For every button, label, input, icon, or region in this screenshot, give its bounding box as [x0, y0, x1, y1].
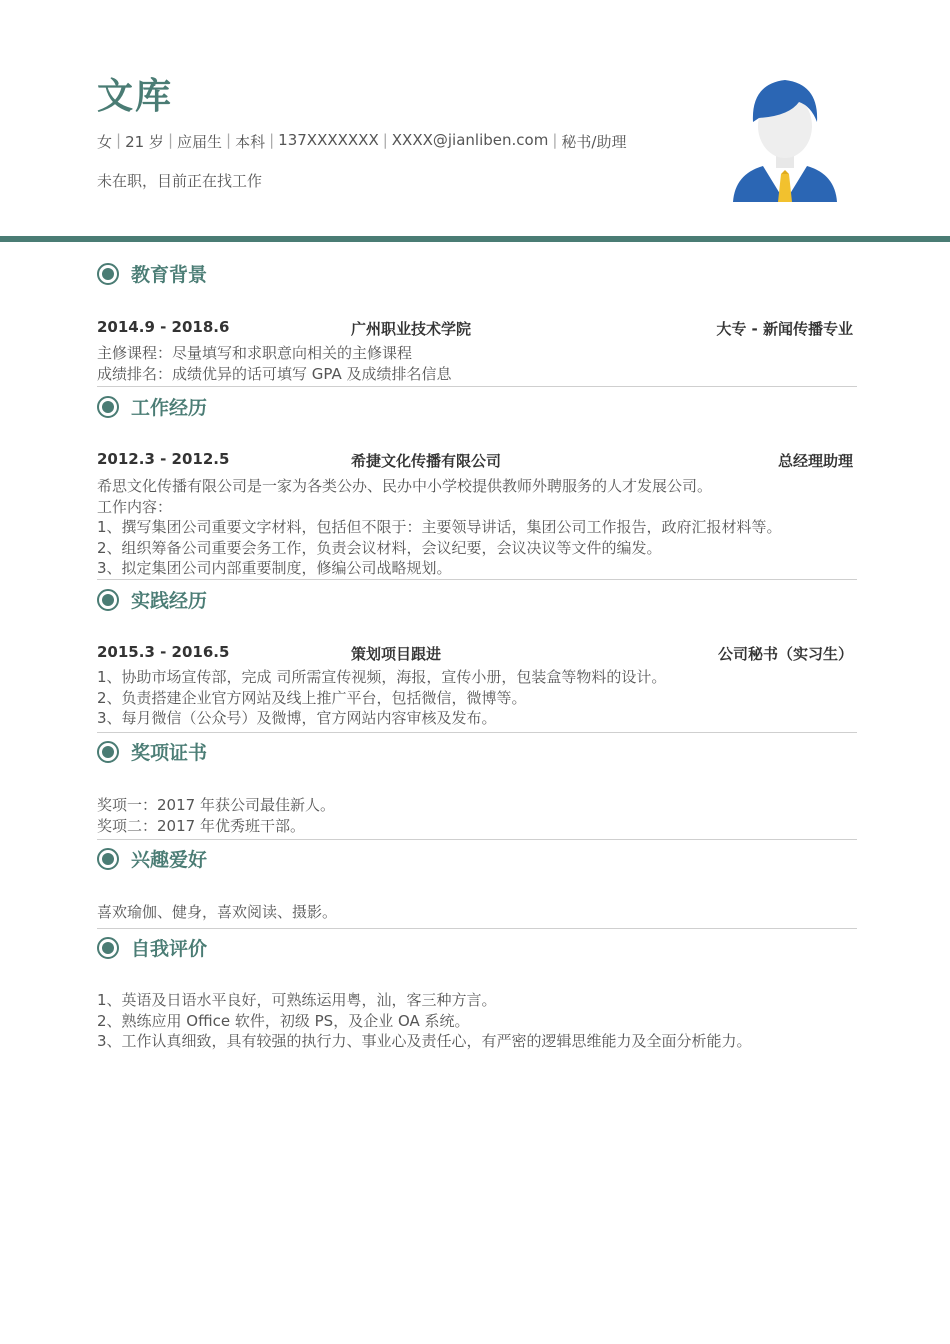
employment-status: 未在职，目前正在找工作 — [97, 172, 263, 190]
work-section — [97, 393, 857, 425]
practice-section — [97, 586, 857, 618]
entry-line: 2、负责搭建企业官方网站及线上推广平台，包括微信，微博等。 — [97, 688, 527, 707]
section-bullet-icon — [97, 741, 119, 763]
job-intention: 秘书/助理 — [561, 133, 627, 151]
entry-line: 3、每月微信（公众号）及微博，官方网站内容审核及发布。 — [97, 709, 497, 727]
practice-entry — [97, 643, 857, 729]
degree-major: 大专 - 新闻传播专业 — [716, 320, 853, 338]
section-title: 兴趣爱好 — [131, 849, 208, 871]
section-header — [97, 738, 857, 770]
entry-header — [97, 450, 857, 472]
awards-entry — [97, 795, 857, 836]
section-title: 教育背景 — [131, 264, 208, 286]
section-header — [97, 586, 857, 618]
separator: | — [167, 131, 173, 149]
entry-date: 2012.3 - 2012.5 — [97, 450, 230, 468]
section-title: 奖项证书 — [131, 742, 208, 764]
school-name: 广州职业技术学院 — [351, 320, 472, 338]
entry-line: 希思文化传播有限公司是一家为各类公办、民办中小学校提供教师外聘服务的人才发展公司。 — [97, 477, 713, 495]
entry-line: 1、撰写集团公司重要文字材料，包括但不限于：主要领导讲话，集团公司工作报告，政府汇报材料等。 — [97, 518, 782, 536]
section-header — [97, 260, 857, 292]
age: 21 岁 — [125, 133, 164, 151]
entry-date: 2015.3 - 2016.5 — [97, 643, 230, 661]
entry-line: 喜欢瑜伽、健身，喜欢阅读、摄影。 — [97, 903, 338, 921]
phone: 137XXXXXXX — [278, 131, 379, 149]
section-title: 实践经历 — [131, 590, 208, 612]
entry-header — [97, 318, 857, 340]
education-entry — [97, 318, 857, 384]
entry-line: 3、工作认真细致，具有较强的执行力、事业心及责任心，有严密的逻辑思维能力及全面分析能力。 — [97, 1032, 752, 1050]
entry-line: 主修课程：尽量填写和求职意向相关的主修课程 — [97, 344, 413, 362]
entry-line: 2、组织筹备公司重要会务工作，负责会议材料，会议纪要，会议决议等文件的编发。 — [97, 538, 662, 557]
company-name: 希捷文化传播有限公司 — [351, 452, 502, 470]
section-bullet-icon — [97, 848, 119, 870]
section-header — [97, 934, 857, 966]
entry-line: 3、拟定集团公司内部重要制度，修编公司战略规划。 — [97, 559, 452, 577]
section-divider — [97, 839, 857, 840]
entry-header — [97, 643, 857, 665]
section-bullet-icon — [97, 396, 119, 418]
hobbies-entry — [97, 902, 857, 923]
entry-line: 奖项二：2017 年优秀班干部。 — [97, 816, 305, 835]
section-bullet-icon — [97, 589, 119, 611]
entry-line: 1、协助市场宣传部，完成 司所需宣传视频，海报，宣传小册，包装盒等物料的设计。 — [97, 668, 667, 686]
section-bullet-icon — [97, 937, 119, 959]
position: 总经理助理 — [777, 452, 853, 470]
entry-line: 2、熟练应用 Office 软件，初级 PS，及企业 OA 系统。 — [97, 1011, 470, 1030]
separator: | — [116, 131, 122, 149]
entry-line: 成绩排名：成绩优异的话可填写 GPA 及成绩排名信息 — [97, 364, 452, 383]
gender: 女 — [97, 133, 113, 151]
entry-date: 2014.9 - 2018.6 — [97, 318, 230, 336]
hobbies-section — [97, 845, 857, 877]
section-header — [97, 845, 857, 877]
education-section — [97, 260, 857, 292]
role: 公司秘书（实习生） — [717, 645, 853, 663]
project-name: 策划项目跟进 — [351, 645, 442, 663]
separator: | — [552, 131, 558, 149]
self-evaluation-entry — [97, 990, 857, 1052]
section-header — [97, 393, 857, 425]
education-level: 本科 — [235, 133, 266, 151]
section-title: 自我评价 — [131, 938, 208, 960]
graduate-status: 应届生 — [177, 133, 223, 151]
entry-line: 奖项一：2017 年获公司最佳新人。 — [97, 796, 335, 814]
separator: | — [269, 131, 275, 149]
section-title: 工作经历 — [131, 397, 208, 419]
section-divider — [97, 928, 857, 929]
section-divider — [97, 732, 857, 733]
section-divider — [97, 386, 857, 387]
header-divider-bar — [0, 236, 950, 242]
separator: | — [382, 131, 388, 149]
candidate-name: 文库 — [97, 76, 174, 117]
basic-info — [97, 131, 626, 152]
section-bullet-icon — [97, 263, 119, 285]
entry-line: 1、英语及日语水平良好，可熟练运用粤，汕，客三种方言。 — [97, 991, 497, 1009]
avatar-icon — [725, 70, 845, 210]
separator: | — [226, 131, 232, 149]
entry-line: 工作内容： — [97, 497, 173, 516]
work-entry — [97, 450, 857, 579]
section-divider — [97, 579, 857, 580]
email: XXXX@jianliben.com — [391, 131, 549, 149]
self-evaluation-section — [97, 934, 857, 966]
awards-section — [97, 738, 857, 770]
